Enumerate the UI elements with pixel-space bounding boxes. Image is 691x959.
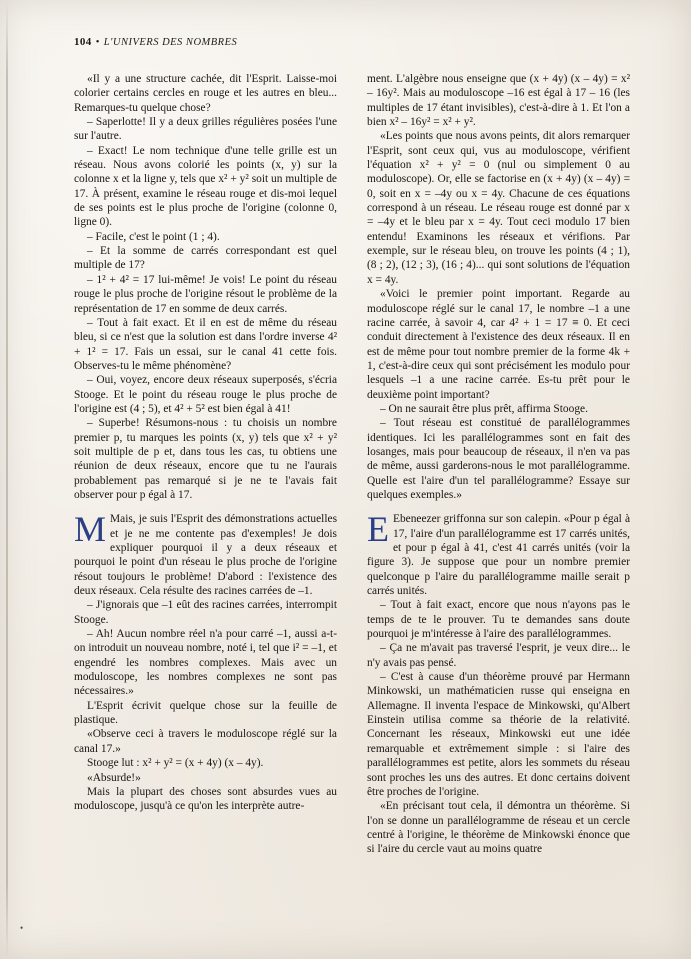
drop-cap-letter: E [367, 509, 389, 550]
paragraph: L'Esprit écrivit quelque chose sur la feuille de plastique. [74, 699, 337, 727]
paragraph: – Oui, voyez, encore deux réseaux superposés, s'écria Stooge. Et le point du réseau rouge le plus proche de l'origine est (4 ; 5), et 4² + 5² est bien égal à 41! [74, 374, 337, 415]
paragraph: – Tout réseau est constitué de parallélogrammes identiques. Ici les parallélogrammes sont en fait des losanges, mais pour beaucoup de réseaux, il n'en va pas de même, aussi garderons-nous le mot parallélogramme. Quelle est l'aire d'un tel parallélogramme? Essaye sur quelques exemples.» [367, 417, 630, 501]
paragraph: – Ah! Aucun nombre réel n'a pour carré –1, aussi a-t-on introduit un nouveau nombre, noté i, tel que i² = –1, et engendré les nombres complexes. Mais avec un moduloscope, les nombres complexes ne sont pas nécessaires.» [74, 628, 337, 698]
drop-cap-letter: M [74, 509, 107, 550]
paragraph: «En précisant tout cela, il démontra un théorème. Si l'on se donne un parallélogramme de réseau et un cercle centré à l'origine, le théorème de Minkowski énonce que si l'aire du cercle vaut au moins quatre [367, 800, 630, 856]
paragraph: «Absurde!» [87, 771, 141, 784]
paragraph: – Tout à fait exact, encore que nous n'ayons pas le temps de te le prouver. Tu te demandes sans doute pourquoi je m'intéresse à l'aire des parallélogrammes. [367, 599, 630, 641]
text-columns [74, 72, 630, 857]
dropcap-paragraph-text: Ebeneezer griffonna sur son calepin. «Pour p égal à 17, l'aire d'un parallélogramme est 17 carrés unités, et pour p égal à 41, c'est 41 carrés unités (voir la figure 3). Je suppose que pour un nombre premier quelconque p l'aire du parallélogramme maille serait p carrés unités. [367, 513, 630, 598]
right-column [367, 72, 630, 857]
paragraph: – Tout à fait exact. Et il en est de même du réseau bleu, si ce n'est que la solution est dans l'ordre inverse 4² + 1² = 17. Fais un essai, sur le canal 41 cette fois. Observes-tu le même phénomène? [74, 316, 337, 372]
dropcap-paragraph [74, 509, 337, 598]
dropcap-paragraph-text: Mais, je suis l'Esprit des démonstrations actuelles et je ne me contente pas d'exemples! Je dois expliquer pourquoi il y a deux réseaux et pourquoi le point d'un réseau le plus proche de l'origine résout toujours le problème! D'abord : l'existence des deux réseaux. Cela résulte des racines carrées de –1. [74, 513, 337, 598]
paragraph: – J'ignorais que –1 eût des racines carrées, interrompit Stooge. [74, 599, 337, 626]
paragraph: – Saperlotte! Il y a deux grilles régulières posées l'une sur l'autre. [74, 116, 337, 143]
paragraph: – Superbe! Résumons-nous : tu choisis un nombre premier p, tu marques les points (x, y) tels que x² + y² soit multiple de p et, dans tous les cas, tu obtiens une réunion de deux réseaux, encore que tu ne l'aurais probablement pas remarqué si je ne te l'avais fait observer pour p égal à 17. [74, 417, 337, 501]
paragraph: Stooge lut : x² + y² = (x + 4y) (x – 4y). [87, 757, 264, 770]
paragraph: – Et la somme de carrés correspondant est quel multiple de 17? [74, 245, 337, 272]
paragraph: – Ça ne m'avait pas traversé l'esprit, je veux dire... le n'y avais pas pensé. [367, 642, 630, 669]
paragraph: «Voici le premier point important. Regarde au moduloscope réglé sur le canal 17, le nombre –1 a une racine carrée, à savoir 4, car 4² + 1 = 17 ≡ 0. Et ceci conduit directement à l'existence des deux réseaux. Il en est de même pour tout nombre premier de la forme 4k + 1, c'est-à-dire ceux qui sont précisément les modulo pour lesquels –1 a une racine carrée. Es-tu prêt pour le deuxième point important? [367, 288, 630, 401]
dropcap-paragraph [367, 509, 630, 598]
paragraph: Mais la plupart des choses sont absurdes vues au moduloscope, jusqu'à ce qu'on les interprète autre- [74, 785, 337, 813]
book-title: L'UNIVERS DES NOMBRES [103, 37, 238, 48]
paragraph-gap [367, 502, 630, 512]
page-gutter-rule [6, 0, 8, 959]
paragraph: – Facile, c'est le point (1 ; 4). [87, 230, 220, 243]
header-bullet: • [95, 37, 100, 48]
paragraph: ment. L'algèbre nous enseigne que (x + 4y) (x – 4y) = x² – 16y². Mais au moduloscope –16 est égal à 17 – 16 (les multiples de 17 étant invisibles), c'est-à-dire à 1. Et l'on a bien x² – 16y² = x² + y². [367, 73, 630, 129]
paragraph: – C'est à cause d'un théorème prouvé par Hermann Minkowski, un mathématicien russe qui enseigna en Allemagne. Il inventa l'espace de Minkowski, qu'Albert Einstein utilisa comme sa théorie de la relativité. Concernant les réseaux, Minkowski eut une idée remarquable et extrêmement simple : si l'aire des parallélogrammes est petite, alors les sommets du réseau sont proches les uns des autres. Et donc certains doivent être proches de l'origine. [367, 671, 630, 798]
paragraph: «Les points que nous avons peints, dit alors remarquer l'Esprit, sont ceux qui, vus au moduloscope, vérifient l'équation x² + y² = 0 (nul ou simplement 0 au moduloscope). Or, elle se factorise en (x + 4y) (x – 4y) = 0, soit en x = –4y ou x = 4y. Chacune de ces équations correspond à un réseau. Le réseau rouge est donné par x = –4y et le bleu par x = 4y. Tout ceci modulo 17 bien entendu! Examinons les réseaux et vérifions. Par exemple, sur le réseau bleu, on trouve les points (4 ; 1), (8 ; 2), (12 ; 3), (16 ; 4)... qui sont solutions de l'équation x = 4y. [367, 130, 630, 286]
left-column [74, 72, 337, 857]
paragraph: – On ne saurait être plus prêt, affirma Stooge. [380, 402, 588, 415]
page-foot-mark: • [20, 923, 24, 933]
page-number: 104 [74, 36, 92, 48]
paragraph: «Il y a une structure cachée, dit l'Esprit. Laisse-moi colorier certains cercles en rouge et les autres en bleu... Remarques-tu quelque chose? [74, 73, 337, 114]
paragraph: «Observe ceci à travers le moduloscope réglé sur la canal 17.» [74, 728, 337, 755]
paragraph: – Exact! Le nom technique d'une telle grille est un réseau. Nous avons colorié les points (x, y) sur la colonne x et la ligne y, tels que x² + y² soit un multiple de 17. À présent, examine le réseau rouge et dis-moi lequel de ses points est le plus proche de l'origine (colonne 0, ligne 0). [74, 144, 337, 229]
paragraph: – 1² + 4² = 17 lui-même! Je vois! Le point du réseau rouge le plus proche de l'origine résout le problème de la représentation de 17 en somme de deux carrés. [74, 273, 337, 315]
running-header [74, 36, 237, 48]
paragraph-gap [74, 502, 337, 512]
